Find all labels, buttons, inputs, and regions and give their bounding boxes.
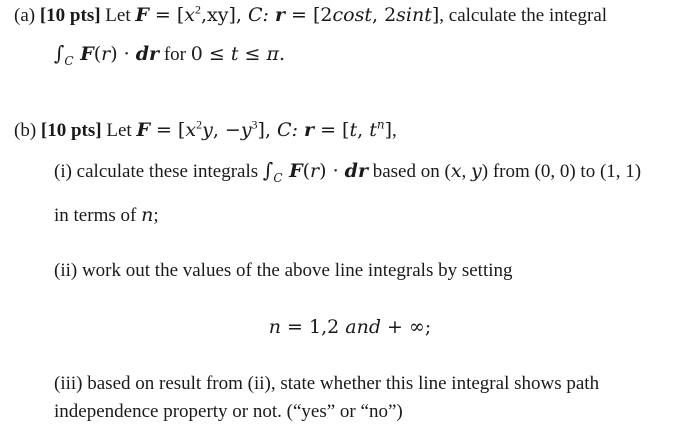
sub-i-comma: , — [461, 161, 472, 182]
sub-i-text-3: ) from (0, 0) to (1, 1) — [481, 161, 642, 182]
x: x — [185, 119, 197, 141]
exponent-2: 2 — [195, 2, 202, 17]
part-a-points: [10 pts] — [39, 5, 101, 26]
sub-i-text-2: based on ( — [367, 161, 451, 182]
position-vector-r: r — [275, 4, 286, 26]
sub-i-text: (i) calculate these integrals — [54, 161, 263, 182]
vector-F: F — [73, 43, 94, 65]
br: ], — [257, 119, 278, 141]
part-a-text-2: , calculate the integral — [439, 5, 608, 26]
c: , — [357, 119, 370, 141]
vector-field-F: F — [135, 4, 149, 26]
part-a-for: for — [159, 44, 191, 65]
vector-field-F: F — [136, 119, 150, 141]
part-b-text: Let — [101, 120, 137, 141]
eq-infinity: + ∞; — [381, 316, 432, 338]
dot-op: ) · — [110, 43, 136, 65]
dot: ) · — [319, 160, 345, 182]
exp-3: 3 — [251, 117, 258, 132]
curve-C: C: — [248, 4, 269, 26]
eq: = [ — [149, 119, 186, 141]
sub-iii-text-2: independence property or not. (“yes” or “no”) — [54, 401, 403, 422]
y3: y — [240, 119, 252, 141]
integral-subscript-C: C — [273, 170, 283, 185]
sub-i-line2: in terms of — [54, 205, 142, 226]
sub-iii-line-2 — [54, 401, 403, 424]
part-a-line-2 — [54, 41, 285, 67]
part-a-line-1 — [14, 4, 607, 28]
sub-ii-text: (ii) work out the values of the above line integrals by setting — [54, 260, 513, 281]
part-b-points: [10 pts] — [40, 120, 102, 141]
dr: dr — [344, 160, 368, 182]
period: . — [278, 43, 285, 65]
part-a-text: Let — [100, 5, 136, 26]
paren: ( — [93, 43, 102, 65]
sub-ii-line — [54, 260, 513, 283]
var-r: r — [101, 43, 111, 65]
part-b-label: (b) — [14, 120, 41, 141]
integral-sign: ∫ — [54, 41, 65, 65]
eq-values: = 1,2 — [281, 316, 346, 338]
sub-iii-line-1 — [54, 373, 599, 396]
exp-n: n — [376, 117, 385, 132]
t-range: 0 ≤ — [190, 43, 231, 65]
sub-i-line-2 — [54, 204, 159, 228]
sub-i-y: y — [471, 160, 482, 182]
comma-minus: , − — [212, 119, 241, 141]
sub-iii-text-1: (iii) based on result from (ii), state whether this line integral shows path — [54, 373, 600, 394]
curve-param: = [2 — [285, 4, 333, 26]
exp-2: 2 — [196, 117, 203, 132]
t2: t — [369, 119, 377, 141]
x-var: x — [184, 4, 196, 26]
vector-F: F — [282, 160, 303, 182]
var-r: r — [310, 160, 320, 182]
xy-term: ,xy], — [201, 4, 248, 26]
comma: , 2 — [371, 4, 397, 26]
part-b-comma: , — [392, 120, 397, 141]
paren: ( — [302, 160, 311, 182]
eq2: = [ — [314, 119, 350, 141]
position-vector-r: r — [304, 119, 315, 141]
part-b-line — [14, 119, 397, 143]
le: ≤ — [238, 43, 267, 65]
sub-i-x: x — [450, 160, 462, 182]
t: t — [349, 119, 358, 141]
y: y — [202, 119, 213, 141]
sub-i-semi: ; — [153, 205, 159, 226]
integral-sign: ∫ — [262, 158, 274, 182]
part-a-label: (a) — [14, 5, 40, 26]
sin-term: sint — [396, 4, 432, 26]
sub-i-line-1 — [54, 158, 641, 184]
var-t: t — [230, 43, 239, 65]
eq-and: and — [345, 316, 381, 338]
bracket-close: ] — [431, 4, 440, 26]
cos-term: cost — [332, 4, 372, 26]
sub-i-n: n — [141, 204, 154, 226]
pi: π — [266, 43, 279, 65]
curve-C: C: — [277, 119, 298, 141]
integral-subscript-C: C — [64, 53, 74, 68]
br2: ] — [384, 119, 393, 141]
setting-equation — [0, 316, 700, 340]
dr: dr — [135, 43, 160, 65]
eq-n: n — [268, 316, 281, 338]
eq-sign: = [ — [148, 4, 185, 26]
